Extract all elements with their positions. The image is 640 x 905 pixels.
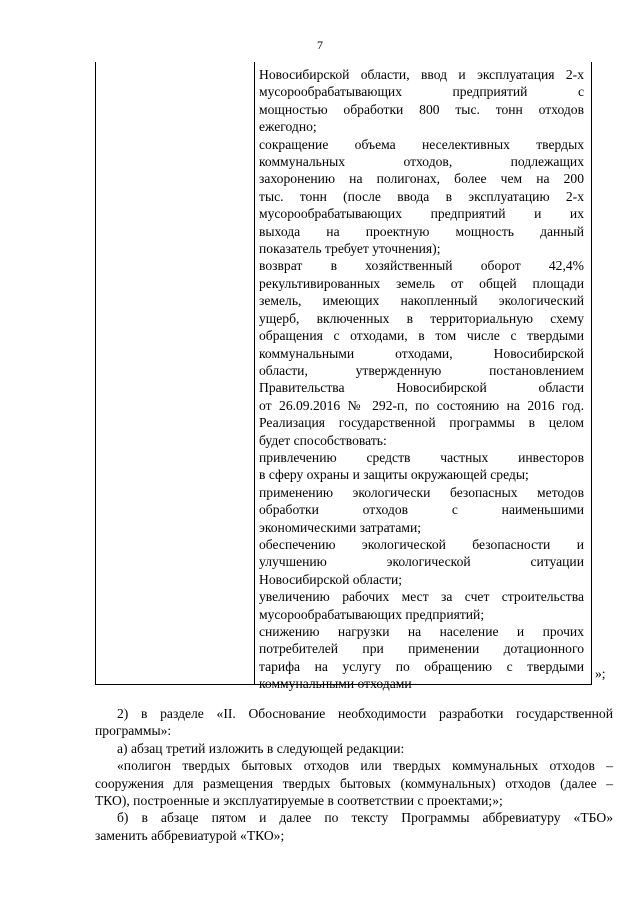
text-line: ущерб, включенных в территориальную схему xyxy=(259,310,584,326)
text-line: Новосибирской области, ввод и эксплуатация 2-х xyxy=(259,67,584,82)
text-line: мусорообрабатывающих предприятий с xyxy=(259,84,584,100)
text-line: а) абзац третий изложить в следующей редакции: xyxy=(117,740,405,756)
text-line: тыс. тонн (после ввода в эксплуатацию 2-х xyxy=(259,188,584,204)
text-line: в сферу охраны и защиты окружающей среды; xyxy=(259,467,529,483)
text-line: экономическими затратами; xyxy=(259,519,422,535)
text-line: мусорообрабатывающих предприятий; xyxy=(259,606,485,622)
text-line: земель, имеющих накопленный экологический xyxy=(259,293,584,309)
text-line: мусорообрабатывающих предприятий и их xyxy=(259,206,584,222)
text-line: рекультивированных земель от общей площади xyxy=(259,275,584,291)
text-line: сооружения для размещения твердых бытовых (коммунальных) отходов (далее – xyxy=(95,775,613,791)
text-line: программы»: xyxy=(95,723,172,739)
table-cell-text xyxy=(259,66,584,693)
text-line: увеличению рабочих мест за счет строительства xyxy=(259,589,584,605)
text-line: привлечению средств частных инвесторов xyxy=(259,449,584,465)
text-line: возврат в хозяйственный оборот 42,4% xyxy=(259,258,584,274)
table-column-divider xyxy=(254,62,255,684)
text-line: «полигон твердых бытовых отходов или твердых коммунальных отходов – xyxy=(117,758,613,774)
text-line: сокращение объема неселективных твердых xyxy=(259,136,584,152)
text-line: обращения с отходами, в том числе с твердыми xyxy=(259,328,584,344)
text-line: Реализация государственной программы в целом xyxy=(259,415,584,431)
text-line: применению экологически безопасных методов xyxy=(259,484,584,500)
text-line: снижению нагрузки на население и прочих xyxy=(259,624,584,639)
text-line: захоронению на полигонах, более чем на 200 xyxy=(259,171,584,187)
text-line: 2) в разделе «II. Обоснование необходимости разработки государственной xyxy=(117,706,613,721)
text-line: показатель требует уточнения); xyxy=(259,241,441,257)
text-line: ежегодно; xyxy=(259,119,317,135)
text-line: коммунальными отходами, Новосибирской xyxy=(259,345,584,361)
body-text xyxy=(95,705,613,844)
closing-quote: »; xyxy=(595,666,606,681)
text-line: б) в абзаце пятом и далее по тексту Программы аббревиатуру «ТБО» xyxy=(117,810,613,826)
document-table xyxy=(95,62,592,692)
text-line: ТКО), построенные и эксплуатируемые в соответствии с проектами;»; xyxy=(95,793,503,809)
text-line: выхода на проектную мощность данный xyxy=(259,223,584,239)
text-line: будет способствовать: xyxy=(259,432,387,448)
text-line: обработки отходов с наименьшими xyxy=(259,502,584,518)
text-line: коммунальными отходами xyxy=(259,676,412,692)
text-line: обеспечению экологической безопасности и xyxy=(259,536,584,552)
text-line: коммунальных отходов, подлежащих xyxy=(259,154,584,170)
text-line: заменить аббревиатурой «ТКО»; xyxy=(95,827,285,843)
text-line: области, утвержденную постановлением xyxy=(259,362,584,378)
text-line: от 26.09.2016 № 292-п, по состоянию на 2016 год. xyxy=(259,397,584,413)
text-line: мощностью обработки 800 тыс. тонн отходов xyxy=(259,101,584,117)
text-line: тарифа на услугу по обращению с твердыми xyxy=(259,658,584,674)
text-line: Правительства Новосибирской области xyxy=(259,380,584,396)
text-line: потребителей при применении дотационного xyxy=(259,641,584,657)
text-line: Новосибирской области; xyxy=(259,571,403,587)
text-line: улучшению экологической ситуации xyxy=(259,554,584,570)
page-number: 7 xyxy=(317,38,323,52)
